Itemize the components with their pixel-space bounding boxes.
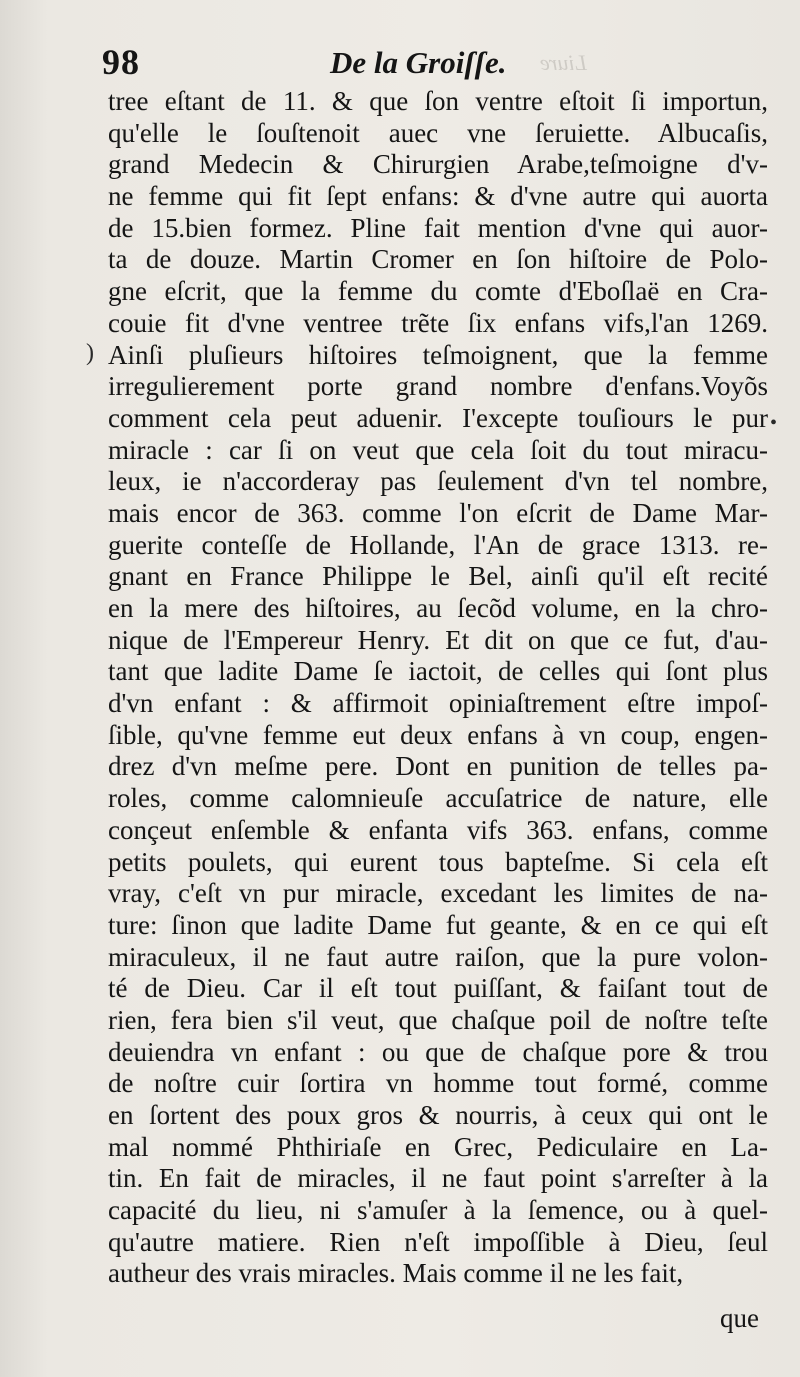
text-line: de 15.bien formez. Pline fait mention d'vne qui auor- — [108, 212, 768, 243]
text-line: qu'elle le ſouſtenoit auec vne ſeruiette. Albucaſis, — [108, 117, 768, 148]
text-line: de noſtre cuir ſortira vn homme tout formé, comme — [108, 1068, 768, 1099]
text-line: ſible, qu'vne femme eut deux enfans à vn coup, engen- — [108, 719, 768, 750]
text-line: comment cela peut aduenir. I'excepte touſiours le pur — [108, 402, 768, 433]
body-text — [108, 86, 768, 1290]
text-line: gnant en France Philippe le Bel, ainſi qu'il eſt recité — [108, 561, 768, 592]
text-line: en ſortent des poux gros & nourris, à ceux qui ont le — [108, 1100, 768, 1130]
catchword: que — [720, 1303, 759, 1333]
text-line: deuiendra vn enfant : ou que de chaſque pore & trou — [108, 1036, 768, 1067]
margin-bracket-mark: ) — [86, 340, 94, 366]
text-line: drez d'vn meſme pere. Dont en punition de telles pa- — [108, 751, 768, 782]
text-line: Ainſi pluſieurs hiſtoires teſmoignent, que la femme — [108, 339, 768, 370]
text-line: grand Medecin & Chirurgien Arabe,teſmoigne d'v- — [108, 149, 768, 180]
text-line: petits poulets, qui eurent tous bapteſme. Si cela eſt — [108, 846, 768, 877]
text-line: rien, fera bien s'il veut, que chaſque poil de noſtre teſte — [108, 1004, 768, 1035]
text-line: tin. En fait de miracles, il ne faut point s'arreſter à la — [108, 1163, 768, 1194]
text-line: conçeut enſemble & enfanta vifs 363. enfans, comme — [108, 814, 768, 845]
text-line: vray, c'eſt vn pur miracle, excedant les limites de na- — [108, 878, 768, 909]
text-line: roles, comme calomnieuſe accuſatrice de nature, elle — [108, 783, 768, 814]
text-line: miracle : car ſi on veut que cela ſoit du tout miracu- — [108, 434, 768, 465]
show-through-text-decoration: Liure — [540, 50, 587, 75]
text-line: capacité du lieu, ni s'amuſer à la ſemence, ou à quel- — [108, 1195, 768, 1226]
text-line: nique de l'Empereur Henry. Et dit on que ce fut, d'au- — [108, 624, 768, 655]
text-line: couie fit d'vne ventree trẽte ſix enfans vifs,l'an 1269. — [108, 307, 768, 338]
text-line: d'vn enfant : & affirmoit opiniaſtrement eſtre impoſ- — [108, 688, 768, 719]
text-line: mais encor de 363. comme l'on eſcrit de Dame Mar- — [108, 497, 768, 528]
text-line: qu'autre matiere. Rien n'eſt impoſſible à Dieu, ſeul — [108, 1226, 768, 1257]
margin-dot-mark: • — [770, 412, 778, 434]
text-line: tree eſtant de 11. & que ſon ventre eſtoit ſi importun, — [108, 86, 768, 116]
text-line: gne eſcrit, que la femme du comte d'Eboſlaë en Cra- — [108, 276, 768, 307]
page-number: 98 — [102, 42, 140, 82]
text-line: autheur des vrais miracles. Mais comme il ne les fait, — [108, 1258, 684, 1289]
text-line: guerite conteſſe de Hollande, l'An de grace 1313. re- — [108, 529, 768, 560]
text-line: leux, ie n'accorderay pas ſeulement d'vn tel nombre, — [108, 466, 768, 497]
text-line: ture: ſinon que ladite Dame fut geante, & en ce qui eſt — [108, 909, 768, 940]
text-line: té de Dieu. Car il eſt tout puiſſant, & faiſant tout de — [108, 973, 768, 1004]
text-line: en la mere des hiſtoires, au ſecõd volume, en la chro- — [108, 593, 768, 623]
text-line: ta de douze. Martin Cromer en ſon hiſtoire de Polo- — [108, 244, 768, 275]
running-title: De la Groiſſe. — [330, 45, 507, 80]
text-line: ne femme qui fit ſept enfans: & d'vne autre qui auorta — [108, 181, 768, 212]
text-line: irregulierement porte grand nombre d'enfans.Voyõs — [108, 371, 768, 402]
text-line: miraculeux, il ne faut autre raiſon, que la pure volon- — [108, 941, 768, 972]
text-line: mal nommé Phthiriaſe en Grec, Pediculaire en La- — [108, 1131, 768, 1162]
text-line: tant que ladite Dame ſe iactoit, de celles qui ſont plus — [108, 656, 768, 687]
page-header — [0, 36, 800, 86]
